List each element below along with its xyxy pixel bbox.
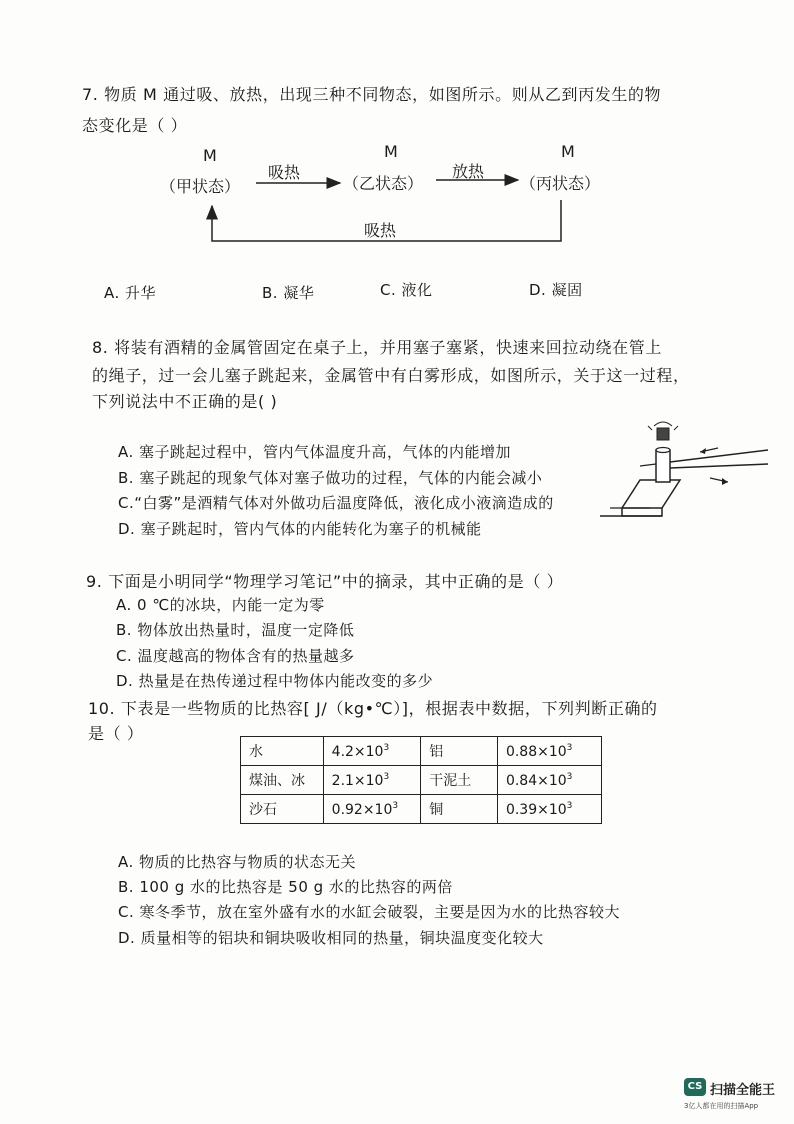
scanner-logo-icon: CS — [684, 1078, 706, 1096]
q7-option-b[interactable]: B. 凝华 — [262, 284, 315, 302]
q8-stem-line2: 的绳子，过一会儿塞子跳起来，金属管中有白雾形成，如图所示，关于这一过程， — [92, 366, 690, 385]
q8-option-c[interactable]: C.“白雾”是酒精气体对外做功后温度降低，液化成小液滴造成的 — [118, 494, 554, 512]
q10-option-c[interactable]: C. 寒冬季节，放在室外盛有水的水缸会破裂，主要是因为水的比热容较大 — [118, 903, 621, 921]
table-cell: 干泥土 — [421, 766, 498, 795]
table-cell: $2.1\times 10^3$ — [323, 766, 421, 795]
q9-option-a[interactable]: A. 0 ℃的冰块，内能一定为零 — [116, 596, 325, 614]
q10-option-a[interactable]: A. 物质的比热容与物质的状态无关 — [118, 853, 357, 871]
q10-option-b[interactable]: B. 100 g 水的比热容是 50 g 水的比热容的两倍 — [118, 878, 453, 896]
q7-option-c[interactable]: C. 液化 — [380, 281, 433, 299]
table-cell: $0.39\times 10^3$ — [497, 795, 601, 824]
table-cell: 煤油、冰 — [241, 766, 324, 795]
scanner-tagline: 3亿人都在用的扫描App — [684, 1102, 759, 1110]
table-cell: $0.84\times 10^3$ — [497, 766, 601, 795]
table-cell: 水 — [241, 737, 324, 766]
table-cell: $0.92\times 10^3$ — [323, 795, 421, 824]
q10-stem-line2: 是（ ） — [88, 724, 144, 743]
state-c-m: M — [561, 142, 575, 161]
state-a-label: （甲状态） — [160, 177, 241, 196]
q10-option-d[interactable]: D. 质量相等的铝块和铜块吸收相同的热量，铜块温度变化较大 — [118, 929, 544, 947]
table-cell: $0.88\times 10^3$ — [497, 737, 601, 766]
table-row — [241, 795, 602, 824]
table-cell: 铝 — [421, 737, 498, 766]
q8-option-b[interactable]: B. 塞子跳起的现象气体对塞子做功的过程，气体的内能会减小 — [118, 469, 543, 487]
arrow1-label: 吸热 — [268, 163, 301, 182]
q9-option-d[interactable]: D. 热量是在热传递过程中物体内能改变的多少 — [116, 672, 434, 690]
q7-option-d[interactable]: D. 凝固 — [529, 281, 583, 299]
arrow-back-label: 吸热 — [364, 221, 397, 240]
q10-stem-line1: 10. 下表是一些物质的比热容[ J/（kg•℃）]，根据表中数据，下列判断正确的 — [88, 699, 658, 718]
table-row — [241, 737, 602, 766]
table-cell: 沙石 — [241, 795, 324, 824]
q9-option-c[interactable]: C. 温度越高的物体含有的热量越多 — [116, 647, 355, 665]
diagram-arrows — [0, 0, 794, 260]
q9-stem-line1: 9. 下面是小明同学“物理学习笔记”中的摘录，其中正确的是（ ） — [86, 572, 564, 591]
state-b-label: （乙状态） — [343, 174, 424, 193]
scanner-app-name: 扫描全能王 — [710, 1083, 776, 1098]
q8-option-d[interactable]: D. 塞子跳起时，管内气体的内能转化为塞子的机械能 — [118, 520, 482, 538]
q7-stem-line2: 态变化是（ ） — [82, 116, 188, 135]
q8-stem-line3: 下列说法中不正确的是( ) — [92, 392, 278, 411]
table-row — [241, 766, 602, 795]
state-c-label: （丙状态） — [520, 174, 601, 193]
specific-heat-table — [240, 736, 602, 824]
q7-option-a[interactable]: A. 升华 — [104, 284, 157, 302]
q7-stem-line1: 7. 物质 M 通过吸、放热，出现三种不同物态，如图所示。则从乙到丙发生的物 — [82, 85, 662, 104]
q8-stem-line1: 8. 将装有酒精的金属管固定在桌子上，并用塞子塞紧，快速来回拉动绕在管上 — [92, 338, 662, 357]
arrow2-label: 放热 — [452, 162, 485, 181]
table-cell: $4.2\times 10^3$ — [323, 737, 421, 766]
q9-option-b[interactable]: B. 物体放出热量时，温度一定降低 — [116, 621, 355, 639]
state-a-m: M — [203, 146, 217, 165]
table-cell: 铜 — [421, 795, 498, 824]
state-b-m: M — [384, 142, 398, 161]
q8-option-a[interactable]: A. 塞子跳起过程中，管内气体温度升高，气体的内能增加 — [118, 443, 512, 461]
metal-tube-illustration — [600, 420, 770, 530]
